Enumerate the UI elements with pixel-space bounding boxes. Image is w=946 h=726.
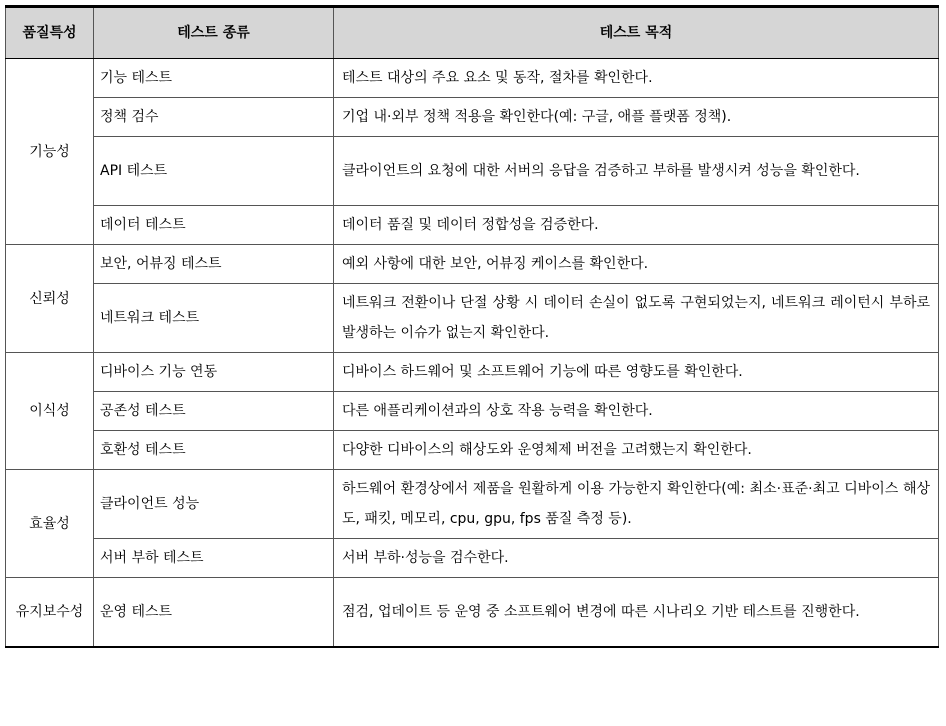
test-purpose-cell: 기업 내·외부 정책 적용을 확인한다(예: 구글, 애플 플랫폼 정책). (334, 98, 939, 137)
table-row (6, 431, 939, 470)
table-row (6, 353, 939, 392)
table-row (6, 206, 939, 245)
table-row (6, 245, 939, 284)
test-type-cell: 데이터 테스트 (94, 206, 334, 245)
test-purpose-cell: 네트워크 전환이나 단절 상황 시 데이터 손실이 없도록 구현되었는지, 네트워크 레이턴시 부하로 발생하는 이슈가 없는지 확인한다. (334, 284, 939, 353)
header-test-type: 테스트 종류 (94, 7, 334, 59)
test-purpose-cell: 다른 애플리케이션과의 상호 작용 능력을 확인한다. (334, 392, 939, 431)
table-row (6, 392, 939, 431)
test-type-cell: 정책 검수 (94, 98, 334, 137)
test-purpose-cell: 클라이언트의 요청에 대한 서버의 응답을 검증하고 부하를 발생시켜 성능을 확인한다. (334, 137, 939, 206)
header-quality-characteristic: 품질특성 (6, 7, 94, 59)
test-purpose-cell: 서버 부하·성능을 검수한다. (334, 539, 939, 578)
test-type-cell: 기능 테스트 (94, 59, 334, 98)
test-purpose-cell: 다양한 디바이스의 해상도와 운영체제 버전을 고려했는지 확인한다. (334, 431, 939, 470)
test-type-cell: 호환성 테스트 (94, 431, 334, 470)
quality-test-table (5, 5, 939, 648)
category-cell: 유지보수성 (6, 578, 94, 648)
table-row (6, 284, 939, 353)
table-row (6, 98, 939, 137)
test-type-cell: 공존성 테스트 (94, 392, 334, 431)
table-row (6, 59, 939, 98)
test-purpose-cell: 테스트 대상의 주요 요소 및 동작, 절차를 확인한다. (334, 59, 939, 98)
table-row (6, 539, 939, 578)
header-row (6, 7, 939, 59)
test-type-cell: API 테스트 (94, 137, 334, 206)
test-purpose-cell: 예외 사항에 대한 보안, 어뷰징 케이스를 확인한다. (334, 245, 939, 284)
table-row (6, 137, 939, 206)
table-row (6, 578, 939, 648)
test-type-cell: 서버 부하 테스트 (94, 539, 334, 578)
test-purpose-cell: 하드웨어 환경상에서 제품을 원활하게 이용 가능한지 확인한다(예: 최소·표준·최고 디바이스 해상도, 패킷, 메모리, cpu, gpu, fps 품질 측정 등). (334, 470, 939, 539)
header-test-purpose: 테스트 목적 (334, 7, 939, 59)
table-row (6, 470, 939, 539)
category-cell: 이식성 (6, 353, 94, 470)
category-cell: 효율성 (6, 470, 94, 578)
test-type-cell: 클라이언트 성능 (94, 470, 334, 539)
test-purpose-cell: 점검, 업데이트 등 운영 중 소프트웨어 변경에 따른 시나리오 기반 테스트를 진행한다. (334, 578, 939, 648)
test-purpose-cell: 데이터 품질 및 데이터 정합성을 검증한다. (334, 206, 939, 245)
test-type-cell: 보안, 어뷰징 테스트 (94, 245, 334, 284)
test-type-cell: 디바이스 기능 연동 (94, 353, 334, 392)
test-type-cell: 네트워크 테스트 (94, 284, 334, 353)
category-cell: 신뢰성 (6, 245, 94, 353)
test-type-cell: 운영 테스트 (94, 578, 334, 648)
category-cell: 기능성 (6, 59, 94, 245)
test-purpose-cell: 디바이스 하드웨어 및 소프트웨어 기능에 따른 영향도를 확인한다. (334, 353, 939, 392)
